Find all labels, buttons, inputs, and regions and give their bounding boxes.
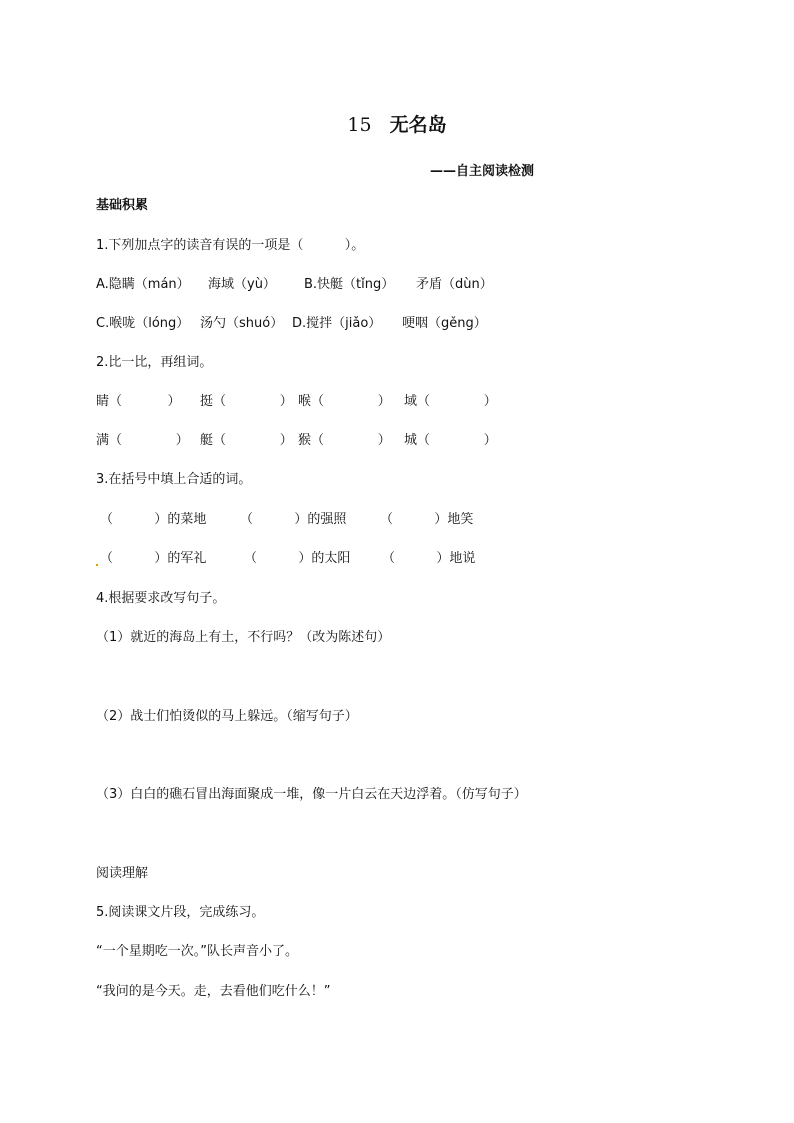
fill-blank-5: （ ）的太阳 xyxy=(244,551,351,566)
option-b-word-2: 矛盾（dùn） xyxy=(416,277,493,292)
option-c-word-1: C.喉咙（lóng） xyxy=(96,316,190,331)
compare-char-6: 艇（ ） xyxy=(200,433,293,448)
question-4-stem: 4.根据要求改写句子。 xyxy=(96,591,226,606)
page-title xyxy=(0,110,794,137)
question-4-item-1: （1）就近的海岛上有土，不行吗？（改为陈述句） xyxy=(96,630,391,645)
compare-char-3: 喉（ ） xyxy=(298,394,391,409)
passage-line-1: “一个星期吃一次。”队长声音小了。 xyxy=(96,944,298,959)
question-3-stem: 3.在括号中填上合适的词。 xyxy=(96,472,252,487)
question-4-item-3: （3）白白的礁石冒出海面聚成一堆，像一片白云在天边浮着。（仿写句子） xyxy=(96,787,527,802)
fill-blank-4: （ ）的军礼 xyxy=(100,551,207,566)
question-2-stem: 2.比一比，再组词。 xyxy=(96,355,213,370)
lesson-title: 无名岛 xyxy=(389,114,447,136)
fill-blank-2: （ ）的强照 xyxy=(240,512,347,527)
option-d-word-1: D.搅拌（jiǎo） xyxy=(292,316,382,331)
compare-char-7: 猴（ ） xyxy=(298,433,391,448)
compare-char-1: 睛（ ） xyxy=(96,394,181,409)
compare-char-2: 挺（ ） xyxy=(200,394,293,409)
page-subtitle: ——自主阅读检测 xyxy=(430,164,535,179)
fill-blank-6: （ ）地说 xyxy=(382,551,476,566)
passage-line-2: “我问的是今天。走，去看他们吃什么！” xyxy=(96,984,331,999)
question-4-item-2: （2）战士们怕烫似的马上躲远。（缩写句子） xyxy=(96,709,358,724)
option-a-word-1: A.隐瞒（mán） xyxy=(96,277,190,292)
question-1-stem: 1.下列加点字的读音有误的一项是（ ）。 xyxy=(96,238,365,253)
fill-blank-1: （ ）的菜地 xyxy=(100,512,207,527)
compare-char-5: 满（ ） xyxy=(96,433,189,448)
stray-mark xyxy=(96,564,98,566)
compare-char-4: 域（ ） xyxy=(404,394,497,409)
option-b-word-1: B.快艇（tǐng） xyxy=(304,277,395,292)
lesson-number: 15 xyxy=(347,114,372,136)
section-heading-reading: 阅读理解 xyxy=(96,866,149,881)
section-heading-basic: 基础积累 xyxy=(96,198,149,213)
option-c-word-2: 汤勺（shuó） xyxy=(200,316,284,331)
compare-char-8: 城（ ） xyxy=(404,433,497,448)
fill-blank-3: （ ）地笑 xyxy=(380,512,474,527)
option-d-word-2: 哽咽（gěng） xyxy=(402,316,487,331)
option-a-word-2: 海域（yù） xyxy=(208,277,276,292)
question-5-stem: 5.阅读课文片段，完成练习。 xyxy=(96,905,265,920)
